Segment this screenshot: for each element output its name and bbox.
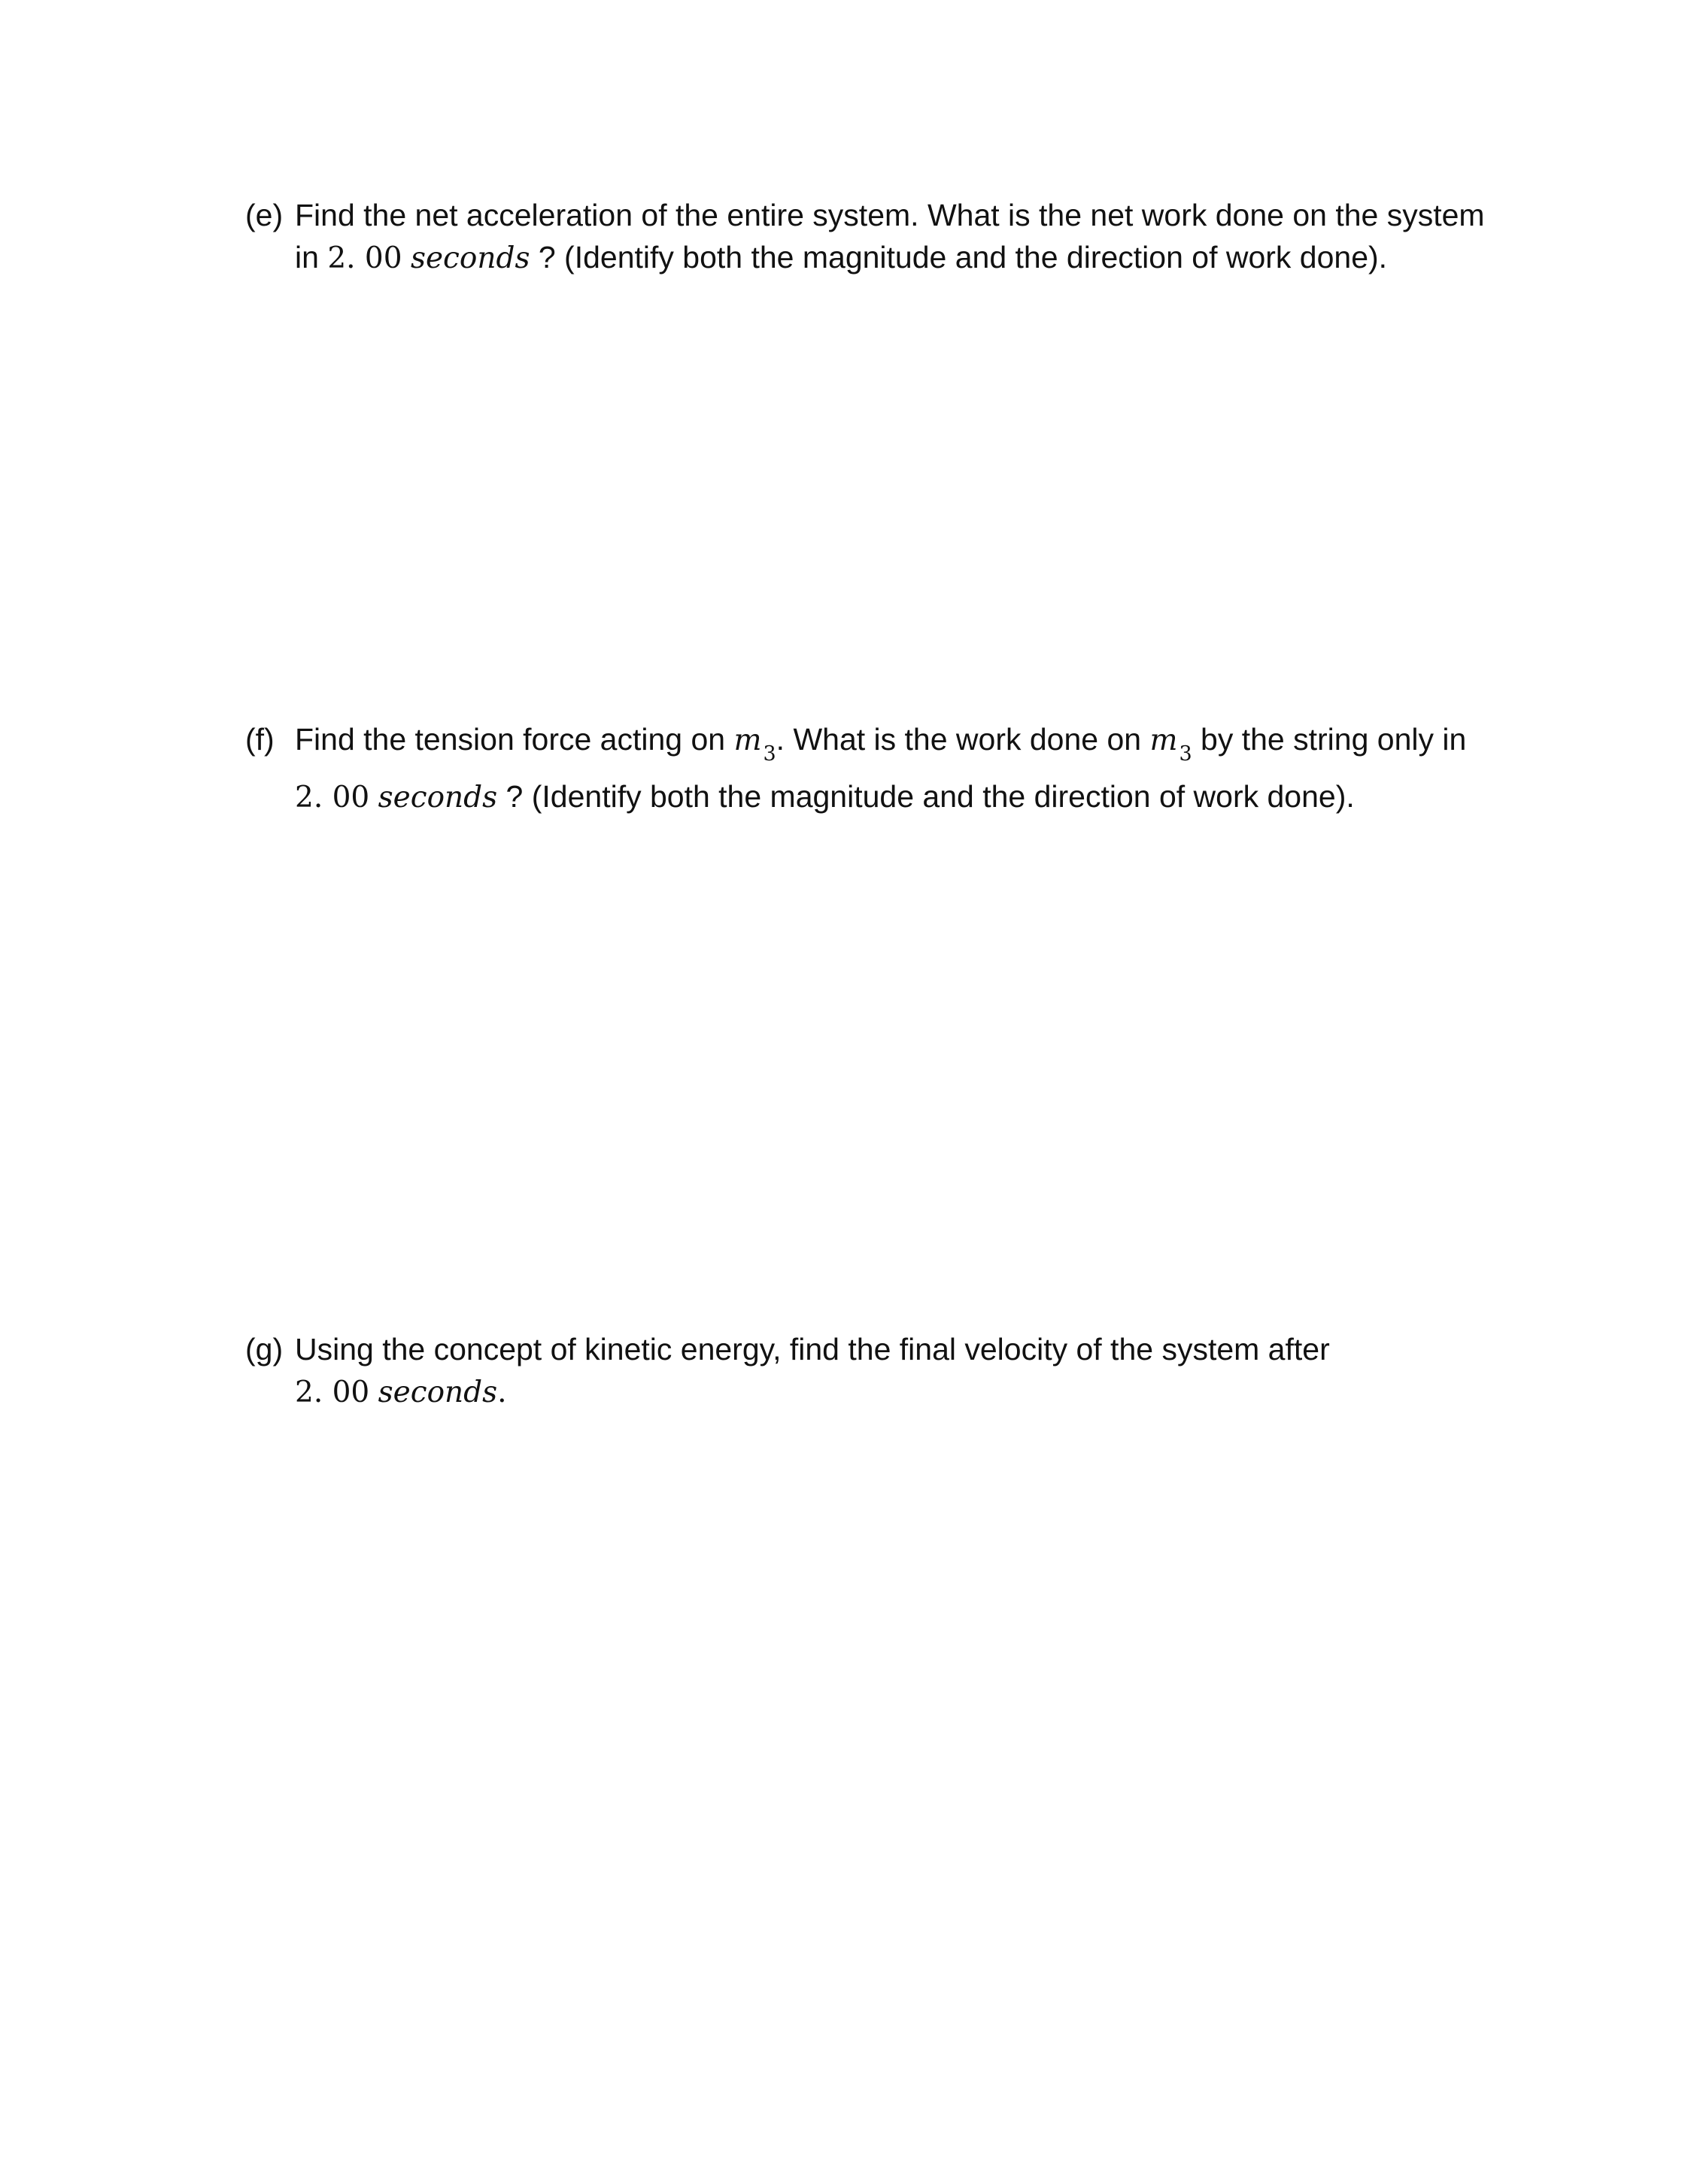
question-f-line-1-middle: . What is the work done on [776, 722, 1150, 757]
question-g-line-2 [295, 1370, 1479, 1414]
question-f-label: (f) [245, 722, 275, 757]
question-g [245, 1328, 1479, 1414]
question-f-line-1-prefix: Find the tension force acting on [295, 722, 734, 757]
question-e-time-value: 2. 00 [327, 241, 402, 275]
question-f-mass-subscript-1: 3 [763, 742, 776, 766]
question-e-line-1: Find the net acceleration of the entire system. What is the net work done on the system [295, 198, 1485, 232]
question-g-label: (g) [245, 1332, 284, 1367]
question-f-line-1 [295, 717, 1479, 766]
question-f-mass-variable-2: m [1149, 723, 1178, 757]
question-e [245, 194, 1485, 280]
question-f-line-2 [295, 774, 1479, 821]
question-g-line-1: Using the concept of kinetic energy, find the final velocity of the system after [295, 1332, 1330, 1367]
question-f-body [295, 717, 1479, 821]
question-e-line-2-suffix: ? (Identify both the magnitude and the direction of work done). [530, 240, 1388, 275]
question-f-time-unit: seconds [378, 781, 498, 814]
question-g-time-unit: seconds [378, 1376, 498, 1409]
question-f-mass-variable-1: m [733, 723, 762, 757]
question-f-line-1-suffix: by the string only in [1192, 722, 1467, 757]
question-g-line-2-suffix: . [497, 1376, 507, 1409]
question-f-line-2-suffix: ? (Identify both the magnitude and the direction of work done). [497, 779, 1355, 814]
question-g-body [295, 1328, 1479, 1414]
question-e-time-unit: seconds [410, 241, 530, 275]
question-e-line-2-prefix: in [295, 240, 328, 275]
question-g-time-value: 2. 00 [295, 1376, 370, 1409]
question-e-body [295, 194, 1485, 280]
question-f-mass-subscript-2: 3 [1179, 742, 1192, 766]
question-f-time-value: 2. 00 [295, 781, 370, 814]
question-e-label: (e) [245, 198, 284, 232]
question-f [245, 717, 1479, 821]
question-e-line-2 [295, 236, 1479, 280]
